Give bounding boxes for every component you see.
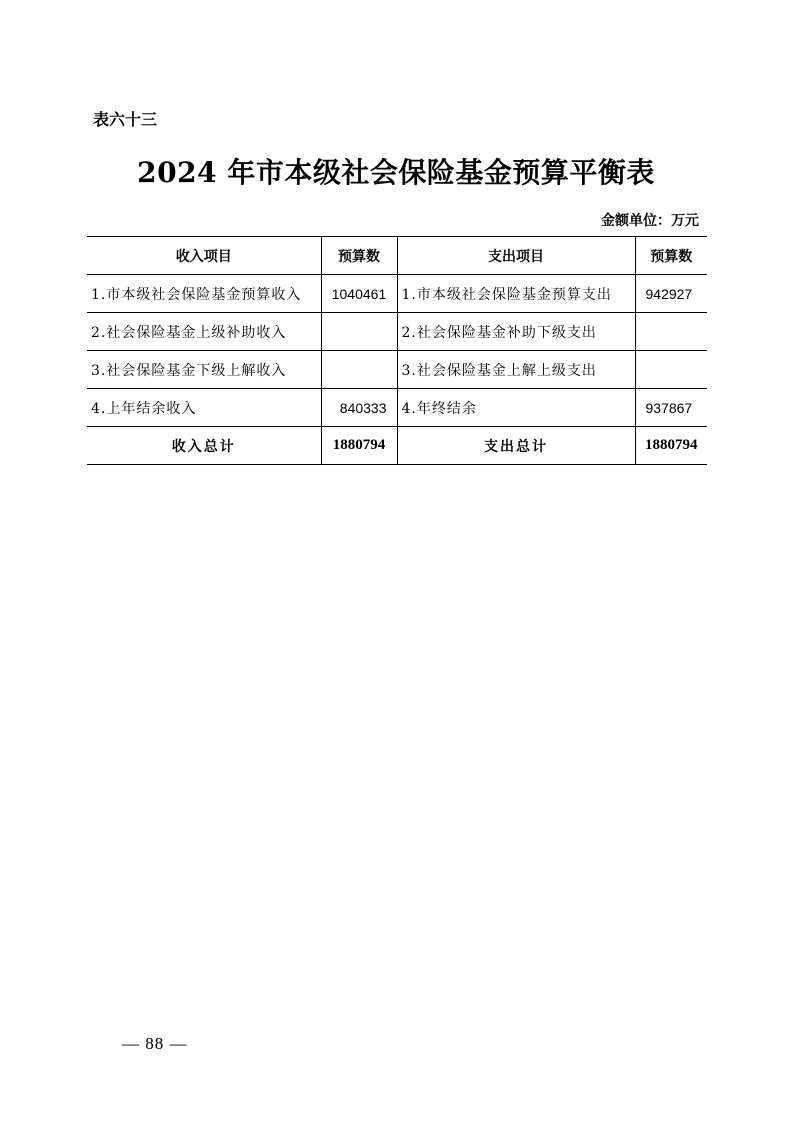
expense-amount-cell: 937867	[635, 389, 707, 427]
budget-balance-table	[87, 236, 707, 465]
income-item-cell: 3.社会保险基金下级上解收入	[87, 351, 321, 389]
table-row	[87, 351, 707, 389]
expense-total-amount: 1880794	[635, 427, 707, 465]
income-item-cell: 4.上年结余收入	[87, 389, 321, 427]
income-amount-cell: 840333	[321, 389, 397, 427]
header-income-amount: 预算数	[321, 237, 397, 275]
table-header-row	[87, 237, 707, 275]
expense-amount-cell: 942927	[635, 275, 707, 313]
income-total-amount: 1880794	[321, 427, 397, 465]
expense-item-cell: 3.社会保险基金上解上级支出	[397, 351, 635, 389]
income-item-cell: 2.社会保险基金上级补助收入	[87, 313, 321, 351]
header-expense-item: 支出项目	[397, 237, 635, 275]
expense-item-cell: 1.市本级社会保险基金预算支出	[397, 275, 635, 313]
unit-note: 金额单位：万元	[601, 213, 699, 229]
expense-total-label: 支出总计	[397, 427, 635, 465]
table-label: 表六十三	[93, 110, 158, 129]
table-row	[87, 275, 707, 313]
expense-item-cell: 2.社会保险基金补助下级支出	[397, 313, 635, 351]
income-amount-cell	[321, 313, 397, 351]
page-title: 2024 年市本级社会保险基金预算平衡表	[137, 156, 655, 189]
header-income-item: 收入项目	[87, 237, 321, 275]
table-total-row	[87, 427, 707, 465]
page-number: — 88 —	[122, 1034, 188, 1053]
income-amount-cell	[321, 351, 397, 389]
expense-amount-cell	[635, 313, 707, 351]
table-row	[87, 389, 707, 427]
header-expense-amount: 预算数	[635, 237, 707, 275]
expense-amount-cell	[635, 351, 707, 389]
income-amount-cell: 1040461	[321, 275, 397, 313]
table-row	[87, 313, 707, 351]
expense-item-cell: 4.年终结余	[397, 389, 635, 427]
income-item-cell: 1.市本级社会保险基金预算收入	[87, 275, 321, 313]
income-total-label: 收入总计	[87, 427, 321, 465]
